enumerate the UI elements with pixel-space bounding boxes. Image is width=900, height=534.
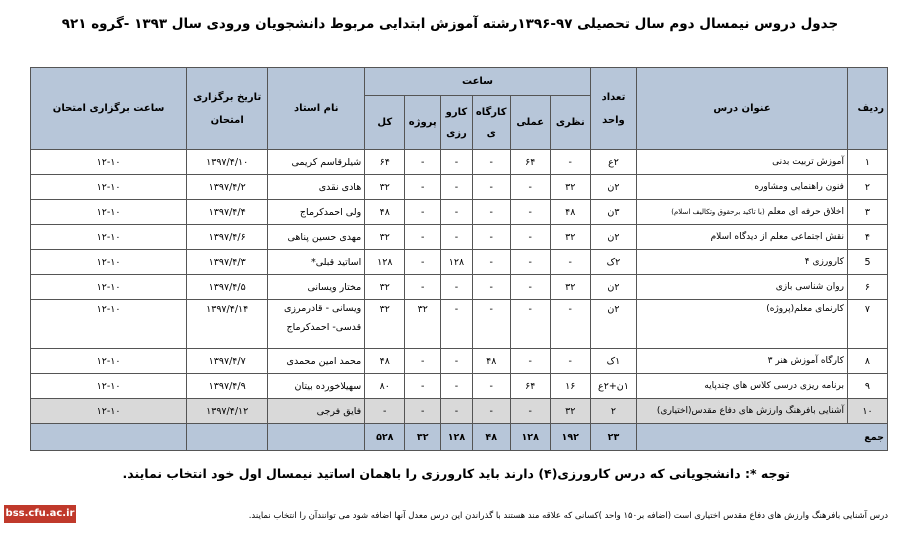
karvarzi-hours-text: -: [454, 304, 459, 315]
theory-hours-cell: [550, 250, 590, 275]
totals-empty-date: [187, 424, 268, 451]
header-theory: نظری: [550, 96, 590, 150]
table-row: [31, 175, 888, 200]
theory-hours-cell: [550, 175, 590, 200]
practical-hours-text: -: [528, 281, 532, 293]
course-title-cell: [637, 399, 848, 424]
exam-time-text: ۱۲-۱۰: [96, 405, 121, 417]
table-row: [31, 349, 888, 374]
row-number-text: ۸: [864, 355, 871, 367]
course-title-text: آموزش تربیت بدنی: [772, 157, 844, 167]
exam-time-text: ۱۲-۱۰: [96, 206, 121, 218]
teacher-second-line: قدسی- احمدکرماج: [286, 322, 362, 333]
course-title-cell: [637, 300, 848, 349]
schedule-table: [30, 67, 888, 451]
course-title-text: کارورزی ۴: [804, 257, 844, 267]
karvarzi-hours-text: -: [454, 355, 459, 367]
workshop-hours-cell: [472, 399, 510, 424]
header-workshop: [472, 96, 510, 150]
row-number-cell: [847, 150, 887, 175]
units-text: ۱ن+۲ع: [598, 380, 629, 392]
table-row: [31, 225, 888, 250]
totals-empty-teacher: [268, 424, 365, 451]
project-hours-text: -: [421, 206, 425, 218]
units-cell: [590, 175, 636, 200]
exam-date-cell: [187, 150, 268, 175]
theory-hours-cell: [550, 225, 590, 250]
units-text: ۲ن: [607, 231, 620, 243]
header-total: کل: [365, 96, 405, 150]
exam-date-cell: [187, 399, 268, 424]
practical-hours-text: -: [528, 355, 532, 367]
totals-label: جمع: [637, 424, 888, 451]
karvarzi-hours-text: -: [454, 156, 459, 168]
teacher-cell: [268, 275, 365, 300]
theory-hours-text: -: [568, 304, 572, 315]
workshop-hours-text: -: [489, 256, 493, 268]
theory-hours-cell: [550, 399, 590, 424]
course-title-cell: [637, 225, 848, 250]
header-karvarzi: [441, 96, 473, 150]
workshop-hours-text: -: [489, 156, 493, 168]
teacher-text: فایق فرجی: [316, 405, 362, 417]
total-hours-cell: [365, 200, 405, 225]
total-hours-cell: [365, 275, 405, 300]
exam-date-text: ۱۳۹۷/۴/۴: [208, 206, 246, 218]
theory-hours-text: ۳۲: [565, 405, 576, 417]
project-hours-cell: [405, 175, 441, 200]
header-exam-date: [187, 68, 268, 150]
units-text: ۲ن: [607, 304, 620, 315]
header-workshop-line2: ی: [486, 127, 496, 139]
totals-karvarzi: ۱۲۸: [441, 424, 473, 451]
workshop-hours-text: -: [489, 181, 493, 193]
teacher-text: شیلرقاسم کریمی: [291, 156, 362, 168]
header-teacher: نام استاد: [268, 68, 365, 150]
practical-hours-cell: [510, 300, 550, 349]
practical-hours-cell: [510, 349, 550, 374]
units-text: ۳ن: [607, 206, 620, 218]
project-hours-text: -: [421, 231, 425, 243]
exam-date-cell: [187, 175, 268, 200]
total-hours-cell: [365, 300, 405, 349]
exam-date-text: ۱۳۹۷/۴/۵: [208, 281, 246, 293]
note-karvarzi: توجه *: دانشجویانی که درس کارورزی(۴) دارند باید کارورزی را باهمان اساتید نیمسال اول خود انتخاب نمایند.: [122, 466, 790, 481]
table-row: [31, 150, 888, 175]
practical-hours-cell: [510, 225, 550, 250]
practical-hours-text: -: [528, 231, 532, 243]
workshop-hours-text: -: [489, 380, 493, 392]
karvarzi-hours-text: ۱۲۸: [448, 256, 465, 268]
total-hours-text: ۸۰: [379, 380, 390, 392]
workshop-hours-cell: [472, 250, 510, 275]
total-hours-text: -: [383, 405, 387, 417]
teacher-cell: [268, 200, 365, 225]
teacher-text: مختار ویسانی: [307, 281, 362, 293]
totals-workshop: ۴۸: [472, 424, 510, 451]
teacher-text: هادی نقدی: [318, 181, 362, 193]
workshop-hours-text: -: [489, 405, 493, 417]
karvarzi-hours-text: -: [454, 181, 459, 193]
course-title-text: اخلاق حرفه ای معلم: [767, 207, 844, 217]
header-exam-time: ساعت برگزاری امتحان: [31, 68, 187, 150]
workshop-hours-cell: [472, 150, 510, 175]
exam-date-text: ۱۳۹۷/۴/۱۰: [206, 156, 249, 168]
total-hours-cell: [365, 225, 405, 250]
project-hours-cell: [405, 200, 441, 225]
row-number-text: ۶: [864, 281, 871, 293]
units-cell: [590, 150, 636, 175]
teacher-text: سهیلاخورده بیتان: [294, 380, 362, 392]
exam-date-text: ۱۳۹۷/۴/۹: [208, 380, 246, 392]
course-note-text: (با تاکید برحقوق وتکالیف اسلام): [671, 208, 765, 216]
total-hours-text: ۳۲: [379, 231, 390, 243]
row-number-cell: [847, 399, 887, 424]
units-text: ۲ع: [608, 156, 619, 168]
teacher-cell: [268, 150, 365, 175]
total-hours-text: ۴۸: [379, 206, 390, 218]
exam-date-text: ۱۳۹۷/۴/۶: [208, 231, 246, 243]
practical-hours-text: -: [528, 405, 532, 417]
row-number-text: ۹: [864, 380, 871, 392]
workshop-hours-cell: [472, 374, 510, 399]
exam-time-text: ۱۲-۱۰: [96, 156, 121, 168]
exam-date-text: ۱۳۹۷/۴/۲: [208, 181, 246, 193]
row-number-text: ۴: [864, 231, 871, 243]
note-elective: درس آشنایی بافرهنگ وارزش های دفاع مقدس اختیاری است (اضافه بر۱۵۰ واحد )کسانی که علاقه مند هستند با گذراندن این درس معدل آنها اضافه شود می توانندآن را انتخاب نمایند.: [248, 511, 888, 521]
total-hours-text: ۱۲۸: [377, 256, 393, 268]
exam-time-cell: [31, 225, 187, 250]
workshop-hours-cell: [472, 225, 510, 250]
teacher-cell: [268, 250, 365, 275]
exam-date-cell: [187, 225, 268, 250]
theory-hours-text: -: [568, 256, 572, 268]
workshop-hours-cell: [472, 300, 510, 349]
teacher-cell: [268, 399, 365, 424]
project-hours-text: -: [421, 281, 425, 293]
project-hours-cell: [405, 250, 441, 275]
table-row: [31, 250, 888, 275]
course-title-cell: [637, 150, 848, 175]
table-row: [31, 200, 888, 225]
course-title-cell: [637, 200, 848, 225]
total-hours-cell: [365, 150, 405, 175]
project-hours-cell: [405, 300, 441, 349]
units-text: ۲: [610, 405, 617, 417]
teacher-text: ویسانی - قادرمرزی: [283, 303, 362, 314]
teacher-text: محمد امین محمدی: [286, 355, 362, 367]
row-number-text: ۳: [864, 206, 871, 218]
header-exam-date-line2: امتحان: [210, 114, 244, 126]
karvarzi-hours-cell: [441, 175, 473, 200]
exam-time-text: ۱۲-۱۰: [96, 304, 121, 315]
workshop-hours-cell: [472, 275, 510, 300]
teacher-text: اساتید قبلی*: [310, 256, 362, 268]
header-hours: ساعت: [365, 68, 591, 96]
exam-time-text: ۱۲-۱۰: [96, 355, 121, 367]
row-number-cell: [847, 275, 887, 300]
course-title-cell: [637, 374, 848, 399]
exam-time-text: ۱۲-۱۰: [96, 256, 121, 268]
total-hours-cell: [365, 175, 405, 200]
theory-hours-cell: [550, 349, 590, 374]
project-hours-text: -: [421, 380, 425, 392]
exam-time-cell: [31, 150, 187, 175]
totals-theory: ۱۹۲: [550, 424, 590, 451]
project-hours-text: ۳۲: [417, 304, 428, 315]
row-number-cell: [847, 225, 887, 250]
theory-hours-cell: [550, 150, 590, 175]
totals-total: ۵۲۸: [365, 424, 405, 451]
theory-hours-cell: [550, 374, 590, 399]
project-hours-text: -: [421, 181, 425, 193]
row-number-cell: [847, 175, 887, 200]
karvarzi-hours-text: -: [454, 206, 459, 218]
theory-hours-cell: [550, 275, 590, 300]
exam-time-cell: [31, 200, 187, 225]
course-title-text: آشنایی بافرهنگ وارزش های دفاع مقدس(اختیاری): [656, 406, 844, 416]
total-hours-text: ۳۲: [379, 304, 390, 315]
total-hours-text: ۶۴: [379, 156, 390, 168]
karvarzi-hours-cell: [441, 225, 473, 250]
course-title-text: نقش اجتماعی معلم از دیدگاه اسلام: [710, 232, 844, 242]
teacher-text: ولی احمدکرماج: [299, 206, 362, 218]
row-number-cell: [847, 200, 887, 225]
theory-hours-text: ۳۲: [565, 181, 576, 193]
practical-hours-cell: [510, 250, 550, 275]
header-row-number: ردیف: [847, 68, 887, 150]
header-units: [590, 68, 636, 150]
workshop-hours-cell: [472, 200, 510, 225]
workshop-hours-text: -: [489, 304, 493, 315]
theory-hours-text: ۴۸: [565, 206, 576, 218]
course-title-text: کارنمای معلم(پروژه): [766, 304, 844, 314]
header-course: عنوان درس: [637, 68, 848, 150]
karvarzi-hours-cell: [441, 150, 473, 175]
karvarzi-hours-cell: [441, 275, 473, 300]
exam-time-cell: [31, 250, 187, 275]
theory-hours-text: ۳۲: [565, 281, 576, 293]
course-title-cell: [637, 175, 848, 200]
exam-date-text: ۱۳۹۷/۴/۷: [208, 355, 246, 367]
practical-hours-text: -: [528, 206, 532, 218]
karvarzi-hours-cell: [441, 374, 473, 399]
units-cell: [590, 349, 636, 374]
exam-date-cell: [187, 349, 268, 374]
exam-date-cell: [187, 275, 268, 300]
row-number-text: ۱۰: [862, 405, 873, 417]
header-workshop-line1: کارگاه: [475, 106, 507, 118]
course-title-cell: [637, 250, 848, 275]
header-project: پروژه: [405, 96, 441, 150]
exam-time-cell: [31, 349, 187, 374]
project-hours-text: -: [421, 405, 425, 417]
karvarzi-hours-cell: [441, 399, 473, 424]
row-number-text: ۱: [864, 156, 871, 168]
teacher-cell: [268, 349, 365, 374]
practical-hours-text: ۶۴: [525, 380, 536, 392]
teacher-cell: [268, 225, 365, 250]
site-logo: bss.cfu.ac.ir: [4, 505, 76, 523]
practical-hours-cell: [510, 399, 550, 424]
exam-time-text: ۱۲-۱۰: [96, 281, 121, 293]
table-row: [31, 374, 888, 399]
karvarzi-hours-cell: [441, 300, 473, 349]
teacher-cell: [268, 175, 365, 200]
project-hours-cell: [405, 374, 441, 399]
exam-date-text: ۱۳۹۷/۴/۳: [208, 256, 246, 268]
course-title-text: روان شناسی بازی: [775, 282, 844, 292]
units-cell: [590, 250, 636, 275]
practical-hours-cell: [510, 374, 550, 399]
course-title-text: کارگاه آموزش هنر ۳: [767, 356, 844, 366]
total-hours-text: ۳۲: [379, 281, 390, 293]
row-number-cell: [847, 374, 887, 399]
total-hours-cell: [365, 374, 405, 399]
theory-hours-text: -: [568, 355, 572, 367]
units-cell: [590, 300, 636, 349]
total-hours-cell: [365, 399, 405, 424]
practical-hours-cell: [510, 275, 550, 300]
karvarzi-hours-cell: [441, 250, 473, 275]
units-cell: [590, 200, 636, 225]
course-title-cell: [637, 349, 848, 374]
row-number-cell: [847, 300, 887, 349]
karvarzi-hours-text: -: [454, 281, 459, 293]
units-cell: [590, 374, 636, 399]
totals-row: [31, 424, 888, 451]
totals-project: ۳۲: [405, 424, 441, 451]
header-units-line1: تعداد: [601, 91, 626, 103]
workshop-hours-text: -: [489, 281, 493, 293]
exam-time-cell: [31, 374, 187, 399]
project-hours-cell: [405, 225, 441, 250]
theory-hours-cell: [550, 300, 590, 349]
header-karvarzi-line1: کارو: [445, 106, 468, 118]
totals-units: ۲۳: [590, 424, 636, 451]
exam-time-cell: [31, 300, 187, 349]
units-text: ۲ن: [607, 181, 620, 193]
schedule-body: [31, 150, 888, 424]
workshop-hours-cell: [472, 349, 510, 374]
theory-hours-cell: [550, 200, 590, 225]
karvarzi-hours-cell: [441, 349, 473, 374]
units-cell: [590, 275, 636, 300]
project-hours-cell: [405, 275, 441, 300]
row-number-text: 5: [864, 256, 871, 268]
units-text: ۲ک: [606, 256, 621, 268]
row-number-text: ۷: [864, 304, 871, 315]
table-row: [31, 300, 888, 349]
row-number-cell: [847, 349, 887, 374]
project-hours-cell: [405, 399, 441, 424]
total-hours-cell: [365, 349, 405, 374]
exam-date-cell: [187, 300, 268, 349]
practical-hours-text: -: [528, 181, 532, 193]
page-title: جدول دروس نیمسال دوم سال تحصیلی ۹۷-۱۳۹۶رشته آموزش ابتدایی مربوط دانشجویان ورودی سال ۱۳۹۳ -گروه ۹۲۱: [61, 16, 839, 32]
workshop-hours-text: -: [489, 206, 493, 218]
table-row: [31, 275, 888, 300]
exam-time-cell: [31, 175, 187, 200]
exam-time-text: ۱۲-۱۰: [96, 231, 121, 243]
workshop-hours-text: ۴۸: [486, 355, 497, 367]
karvarzi-hours-cell: [441, 200, 473, 225]
total-hours-text: ۳۲: [379, 181, 390, 193]
practical-hours-cell: [510, 175, 550, 200]
course-title-text: فنون راهنمایی ومشاوره: [754, 182, 844, 192]
practical-hours-cell: [510, 150, 550, 175]
exam-time-text: ۱۲-۱۰: [96, 380, 121, 392]
exam-date-cell: [187, 250, 268, 275]
theory-hours-text: ۱۶: [565, 380, 576, 392]
exam-date-text: ۱۳۹۷/۴/۱۲: [206, 405, 249, 417]
course-title-cell: [637, 275, 848, 300]
practical-hours-text: -: [528, 304, 532, 315]
project-hours-text: -: [421, 256, 425, 268]
exam-time-cell: [31, 399, 187, 424]
units-text: ۱ک: [606, 355, 621, 367]
course-title-text: برنامه ریزی درسی کلاس های چندپایه: [704, 381, 844, 391]
workshop-hours-cell: [472, 175, 510, 200]
teacher-cell: [268, 300, 365, 349]
karvarzi-hours-text: -: [454, 380, 459, 392]
teacher-text: مهدی حسین پناهی: [287, 231, 362, 243]
theory-hours-text: ۳۲: [565, 231, 576, 243]
total-hours-cell: [365, 250, 405, 275]
project-hours-cell: [405, 150, 441, 175]
totals-empty-time: [31, 424, 187, 451]
units-cell: [590, 399, 636, 424]
header-exam-date-line1: تاریخ برگزاری: [193, 91, 262, 103]
practical-hours-text: ۶۴: [525, 156, 536, 168]
units-cell: [590, 225, 636, 250]
row-number-text: ۲: [864, 181, 871, 193]
totals-practical: ۱۲۸: [510, 424, 550, 451]
exam-date-cell: [187, 374, 268, 399]
practical-hours-text: -: [528, 256, 532, 268]
project-hours-text: -: [421, 156, 425, 168]
exam-time-text: ۱۲-۱۰: [96, 181, 121, 193]
exam-time-cell: [31, 275, 187, 300]
header-units-line2: واحد: [602, 114, 625, 126]
practical-hours-cell: [510, 200, 550, 225]
project-hours-text: -: [421, 355, 425, 367]
theory-hours-text: -: [568, 156, 572, 168]
row-number-cell: [847, 250, 887, 275]
exam-date-cell: [187, 200, 268, 225]
karvarzi-hours-text: -: [454, 405, 459, 417]
header-karvarzi-line2: رزی: [446, 127, 467, 139]
exam-date-text: ۱۳۹۷/۴/۱۴: [206, 304, 249, 315]
units-text: ۲ن: [607, 281, 620, 293]
table-row: [31, 399, 888, 424]
total-hours-text: ۴۸: [379, 355, 390, 367]
header-practical: عملی: [510, 96, 550, 150]
karvarzi-hours-text: -: [454, 231, 459, 243]
workshop-hours-text: -: [489, 231, 493, 243]
teacher-cell: [268, 374, 365, 399]
project-hours-cell: [405, 349, 441, 374]
